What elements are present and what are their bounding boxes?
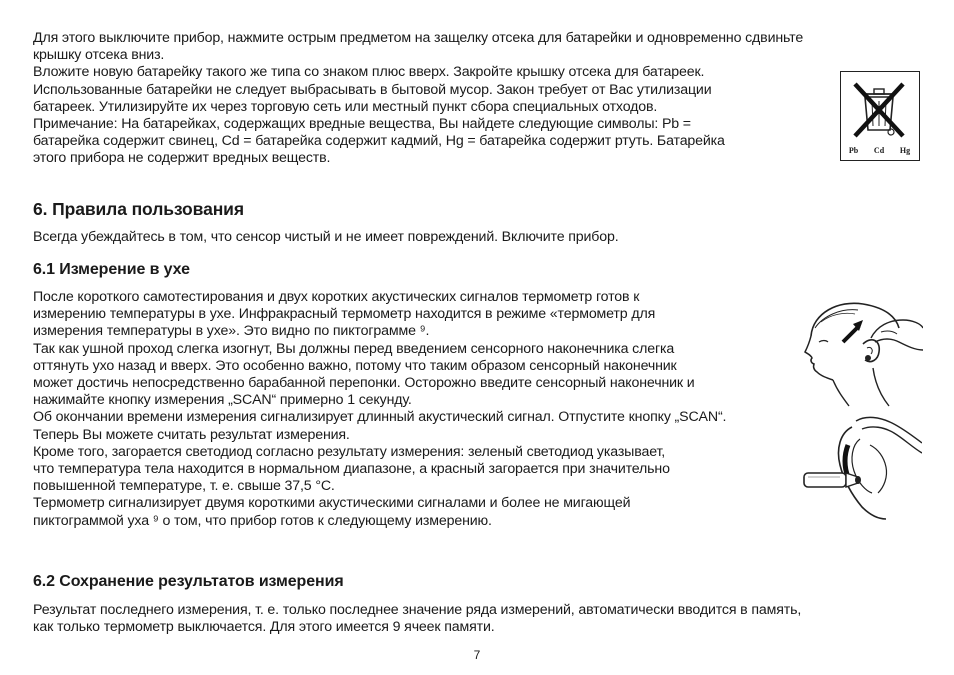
cd-label: Cd xyxy=(873,146,885,155)
battery-symbol-labels xyxy=(841,146,918,155)
page-number: 7 xyxy=(473,648,481,662)
thermometer-insertion-illustration xyxy=(800,415,922,525)
section-6-2-heading: 6.2 Сохранение результатов измерения xyxy=(33,573,344,590)
ear-pull-illustration xyxy=(803,298,923,408)
crossed-bin-battery-symbol xyxy=(840,71,920,161)
battery-replacement-paragraph: Для этого выключите прибор, нажмите острым предметом на защелку отсека для батарейки и одновременно сдвиньте крышку отсека вниз. Вложите новую батарейку такого же типа со знаком плюс вверх. Закройте крышку отсека для батареек. Использованные батарейки не следует выбрасывать в бытовой мусор. Закон требует от Вас утилизации батареек. Утилизируйте их через торговую сеть или местный пункт сбора специальных отходов. Примечание: На батарейках, содержащих вредные вещества, Вы найдете следующие символы: Pb = батарейка содержит свинец, Cd = батарейка содержит кадмий, Hg = батарейка содержит ртуть. Батарейка этого прибора не содержит вредных веществ. xyxy=(33,30,804,167)
section-6-text: Всегда убеждайтесь в том, что сенсор чистый и не имеет повреждений. Включите прибор. xyxy=(33,229,619,245)
section-6-2-text: Результат последнего измерения, т. е. только последнее значение ряда измерений, автоматически вводится в память, как только термометр выключается. Для этого имеется 9 ячеек памяти. xyxy=(33,602,802,636)
section-6-1-heading: 6.1 Измерение в ухе xyxy=(33,261,190,278)
hg-label: Hg xyxy=(899,146,911,155)
section-6-1-text: После короткого самотестирования и двух коротких акустических сигналов термометр готов к измерению температуры в ухе. Инфракрасный термометр находится в режиме «термометр для измерения температуры в ухе». Это видно по пиктограмме ⁹. Так как ушной проход слегка изогнут, Вы должны перед введением сенсорного наконечника слегка оттянуть ухо назад и вверх. Это особенно важно, потому что таким образом сенсорный наконечник может достичь непосредственно барабанной перепонки. Осторожно введите сенсорный наконечник и нажимайте кнопку измерения „SCAN“ примерно 1 секунду. Об окончании времени измерения сигнализирует длинный акустический сигнал. Отпустите кнопку „SCAN“. Теперь Вы можете считать результат измерения. Кроме того, загорается светодиод согласно результату измерения: зеленый светодиод указывает, что температура тела находится в нормальном диапазоне, а красный загорается при значительно повышенной температуре, т. е. свыше 37,5 °C. Термометр сигнализирует двумя короткими акустическими сигналами и более не мигающей пиктограммой уха ⁹ о том, что прибор готов к следующему измерению. xyxy=(33,289,727,529)
pb-label: Pb xyxy=(848,146,859,155)
thermometer-in-ear-icon xyxy=(800,415,922,525)
section-6-heading: 6. Правила пользования xyxy=(33,199,244,219)
head-ear-icon xyxy=(803,298,923,408)
